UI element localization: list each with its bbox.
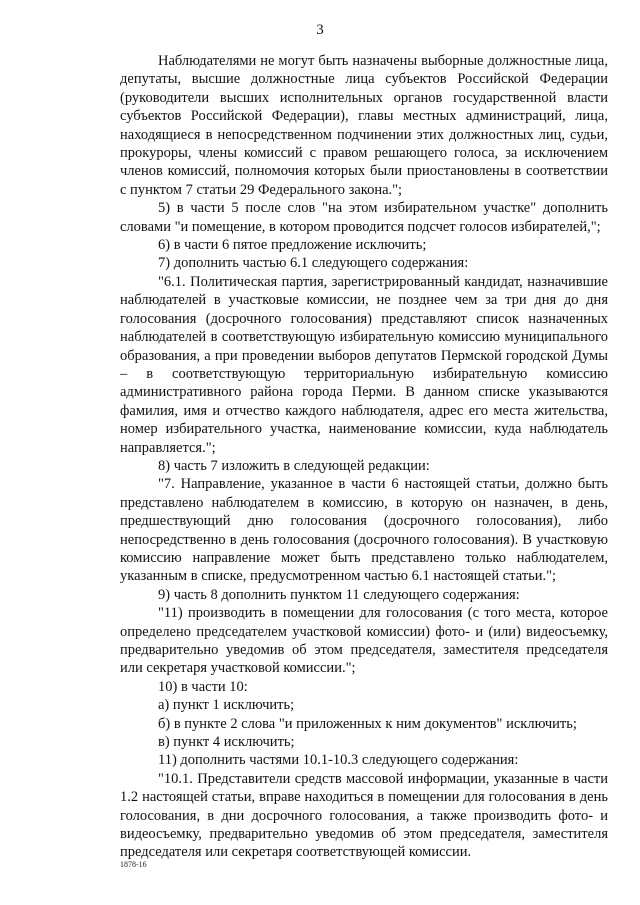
- paragraph: 5) в части 5 после слов "на этом избирательном участке" дополнить словами "и помещение, в котором проводится подсчет голосов избирателей,";: [120, 200, 608, 235]
- paragraph: 9) часть 8 дополнить пунктом 11 следующего содержания:: [158, 586, 520, 603]
- paragraph: "6.1. Политическая партия, зарегистрированный кандидат, назначившие наблюдателей в участковые комиссии, не позднее чем за три дня до дня голосования (досрочного голосования) представляют список назначенных наблюдателей в соответствующую избирательную комиссию муниципального образования, а при проведении выборов депутатов Пермской городской Думы – в соответствующую территориальную избирательную комиссию административного района города Перми. В данном списке указываются фамилия, имя и отчество каждого наблюдателя, адрес его места жительства, номер избирательного участка, наименование комиссии, куда наблюдатель направляется.";: [120, 273, 608, 456]
- paragraph: "11) производить в помещении для голосования (с того места, которое определено председателем участковой комиссии) фото- и (или) видеосъемку, предварительно уведомив об этом председателя, заместителя председателя или секретаря участковой комиссии.";: [120, 605, 608, 677]
- document-body: [120, 52, 608, 862]
- paragraph: Наблюдателями не могут быть назначены выборные должностные лица, депутаты, высшие должностные лица субъектов Российской Федерации (руководители высших исполнительных органов государственной власти субъектов Российской Федерации), главы местных администраций, лица, находящиеся в непосредственном подчинении этих должностных лиц, судьи, прокуроры, члены комиссий с правом решающего голоса, за исключением членов комиссий, полномочия которых были приостановлены в соответствии с пунктом 7 статьи 29 Федерального закона.";: [120, 53, 608, 198]
- paragraph: "7. Направление, указанное в части 6 настоящей статьи, должно быть представлено наблюдателем в комиссию, в которую он назначен, в день, предшествующий дню голосования (досрочного голосования), либо непосредственно в день голосования (досрочного голосования). В участковую комиссию направление может быть представлено только наблюдателем, указанным в списке, предусмотренном частью 6.1 настоящей статьи.";: [120, 476, 608, 585]
- paragraph: 6) в части 6 пятое предложение исключить;: [158, 237, 427, 254]
- paragraph: 10) в части 10:: [158, 678, 248, 695]
- paragraph: 8) часть 7 изложить в следующей редакции:: [158, 457, 430, 474]
- paragraph: 7) дополнить частью 6.1 следующего содержания:: [158, 255, 469, 272]
- paragraph: "10.1. Представители средств массовой информации, указанные в части 1.2 настоящей статьи, вправе находиться в помещении для голосования в день голосования, в дни досрочного голосования, а также производить фото- и видеосъемку, предварительно уведомив об этом председателя, заместителя председателя или секретаря соответствующей комиссии.: [120, 770, 608, 861]
- paragraph: б) в пункте 2 слова "и приложенных к ним документов" исключить;: [158, 715, 577, 732]
- paragraph: в) пункт 4 исключить;: [158, 734, 295, 751]
- document-code: 1878-16: [120, 860, 147, 869]
- page-number: 3: [316, 22, 324, 38]
- paragraph: 11) дополнить частями 10.1-10.3 следующего содержания:: [158, 752, 519, 769]
- paragraph: а) пункт 1 исключить;: [158, 697, 295, 714]
